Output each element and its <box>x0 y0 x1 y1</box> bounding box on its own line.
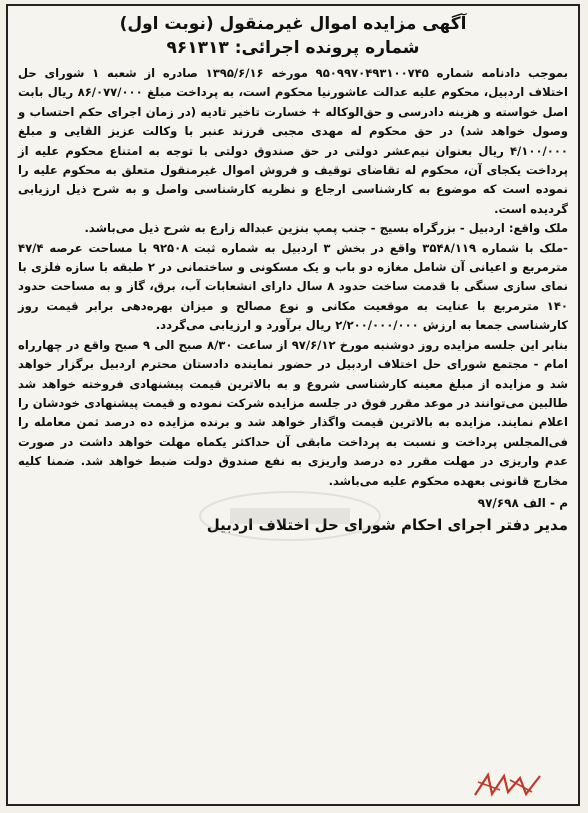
reference-code: م - الف ۹۷/۶۹۸ <box>477 495 568 510</box>
auction-notice <box>6 4 580 806</box>
paragraph-auction-terms: بنابر این جلسه مزایده روز دوشنبه مورخ ۹۷/۶/۱۲ از ساعت ۸/۳۰ صبح الی ۹ صبح واقع در چهارراه امام - مجتمع شورای حل اختلاف اردبیل در حضور نماینده دادستان محترم اردبیل برگزار خواهد شد و مزایده از مبلغ معینه کارشناسی شروع و به بالاترین قیمت پیشنهادی فروخته خواهد شد طالبین می‌توانند در موعد مقرر فوق در جلسه مزایده شرکت نموده و قیمت پیشنهادی خودشان را اعلام نمایند. مزایده به بالاترین قیمت واگذار خواهد شد و برنده مزایده ده درصد ثمن معامله را فی‌المجلس پرداخت و نسبت به پرداخت مابقی آن حداکثر یکماه مهلت خواهد داشت در صورت عدم واریزی در مهلت مقرر ده درصد واریزی به نفع صندوق دولت ضبط خواهد شد. ضمنا کلیه مخارج قانونی بعهده محکوم علیه می‌باشد. <box>18 337 568 488</box>
paragraph-property: -ملک با شماره ۳۵۴۸/۱۱۹ واقع در بخش ۳ اردبیل به شماره ثبت ۹۲۵۰۸ با مساحت عرصه ۴۷/۴ مترمربع و اعیانی آن شامل مغازه دو باب و یک مسکونی و ساختمانی در ۲ طبقه با سازه فلزی با نمای سازی سنگی با قدمت ساخت حدود ۸ سال دارای انشعابات آب، برق، گاز و به مساحت حدود ۱۴۰ مترمربع با عنایت به موقعیت مکانی و نوع مصالح و میزان بهره‌دهی برابر قیمت روز کارشناسی جمعا به ارزش ۲/۲۰۰/۰۰۰/۰۰۰ ریال برآورد و ارزیابی می‌گردد. <box>18 240 568 333</box>
signature-line: مدیر دفتر اجرای احکام شورای حل اختلاف اردبیل <box>206 515 568 534</box>
paragraph-location: ملک واقع: اردبیل - بزرگراه بسیج - جنب پمپ بنزین عبداله زارع به شرح ذیل می‌باشد. <box>84 221 568 236</box>
file-number: شماره پرونده اجرائی: ۹۶۱۳۱۳ <box>166 38 420 58</box>
watermark-logo <box>190 486 390 546</box>
handwritten-signature-mark <box>470 770 550 800</box>
paragraph-verdict: بموجب دادنامه شماره ۹۵۰۹۹۷۰۴۹۳۱۰۰۷۴۵ مورخه ۱۳۹۵/۶/۱۶ صادره از شعبه ۱ شورای حل اختلاف اردبیل، محکوم علیه عدالت عاشورنیا محکوم است، به پرداخت مبلغ ۸۶/۰۷۷/۰۰۰ ریال بابت اصل خواسته و هزینه دادرسی و حق‌الوکاله + خسارت تاخیر تادیه (در زمان اجرای حکم احتساب و وصول خواهد شد) در حق محکوم له مهدی مجبی فرزند عنبر با وکالت عزیز القایی و مبلغ ۴/۱۰۰/۰۰۰ ریال بعنوان نیم‌عشر دولتی در حق صندوق دولتی با توجه به امتناع محکوم علیه از پرداخت یکجای آن، محکوم له تقاضای توقیف و فروش اموال غیرمنقول متعلق به محکوم علیه را نموده است که موضوع به کارشناسی ارجاع و نظریه کارشناسی واصل و به شرح ذیل ارزیابی گردیده است. <box>18 66 568 216</box>
notice-title: آگهی مزایده اموال غیرمنقول (نوبت اول) <box>119 14 467 34</box>
